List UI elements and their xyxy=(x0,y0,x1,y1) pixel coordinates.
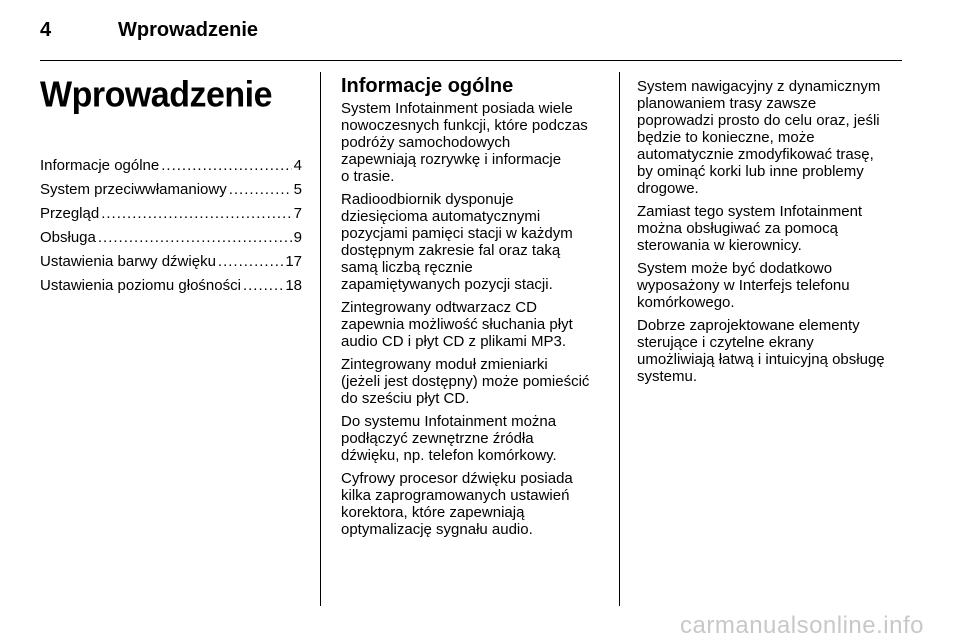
toc-page: 4 xyxy=(293,157,302,174)
running-title: Wprowadzenie xyxy=(118,19,259,41)
toc-leader xyxy=(161,154,291,178)
toc-label: Przegląd xyxy=(40,205,100,222)
body-paragraph: Cyfrowy procesor dźwięku posiada kilka zaprogramowanych ustawień korektora, które zapewniają optymalizację sygnału audio. xyxy=(341,470,573,538)
toc-page: 9 xyxy=(293,229,302,246)
toc-label: Ustawienia poziomu głośności xyxy=(40,277,241,294)
body-paragraph: Dobrze zaprojektowane elementy sterujące i czytelne ekrany umożliwiają łatwą i intuicyjną obsługę systemu. xyxy=(637,317,885,385)
body-paragraph: Zamiast tego system Infotainment można obsługiwać za pomocą sterowania w kierownicy. xyxy=(637,203,863,254)
body-paragraph: Zintegrowany odtwarzacz CD zapewnia możliwość słuchania płyt audio CD i płyt CD z plikami MP3. xyxy=(341,299,573,350)
toc-label: Obsługa xyxy=(40,229,96,246)
body-paragraph: Zintegrowany moduł zmieniarki (jeżeli jest dostępny) może pomieścić do sześciu płyt CD. xyxy=(341,356,590,407)
column-divider xyxy=(320,72,321,606)
toc-leader xyxy=(243,274,283,298)
toc-page: 18 xyxy=(285,277,302,294)
toc-label: Informacje ogólne xyxy=(40,157,160,174)
table-of-contents xyxy=(40,154,302,298)
toc-page: 17 xyxy=(285,253,302,270)
page-header xyxy=(40,18,258,42)
chapter-title: Wprowadzenie xyxy=(40,75,273,115)
toc-entry[interactable] xyxy=(40,226,302,250)
body-column-right xyxy=(637,62,905,391)
toc-label: System przeciwwłamaniowy xyxy=(40,181,227,198)
toc-leader xyxy=(229,178,292,202)
toc-column xyxy=(40,62,302,298)
toc-page: 5 xyxy=(293,181,302,198)
body-paragraph: Radioodbiornik dysponuje dziesięcioma automatycznymi pozycjami pamięci stacji w każdym dostępnym zakresie fal oraz taką samą liczbą ręcznie zapamiętywanych pozycji stacji. xyxy=(341,191,573,293)
toc-entry[interactable] xyxy=(40,202,302,226)
body-column-middle xyxy=(341,62,603,544)
watermark: carmanualsonline.info xyxy=(680,612,924,639)
toc-entry[interactable] xyxy=(40,250,302,274)
section-title: Informacje ogólne xyxy=(341,75,514,97)
toc-leader xyxy=(98,226,292,250)
page-number: 4 xyxy=(40,19,52,41)
toc-leader xyxy=(101,202,291,226)
body-paragraph: System może być dodatkowo wyposażony w Interfejs telefonu komórkowego. xyxy=(637,260,850,311)
toc-label: Ustawienia barwy dźwięku xyxy=(40,253,216,270)
body-paragraph: System Infotainment posiada wiele nowoczesnych funkcji, które podczas podróży samochodowych zapewniają rozrywkę i informacje o trasie. xyxy=(341,100,588,185)
toc-entry[interactable] xyxy=(40,178,302,202)
toc-leader xyxy=(218,250,283,274)
toc-entry[interactable] xyxy=(40,274,302,298)
toc-entry[interactable] xyxy=(40,154,302,178)
body-paragraph: Do systemu Infotainment można podłączyć zewnętrzne źródła dźwięku, np. telefon komórkowy. xyxy=(341,413,557,464)
column-divider xyxy=(619,72,620,606)
body-paragraph: System nawigacyjny z dynamicznym planowaniem trasy zawsze poprowadzi prosto do celu oraz, jeśli będzie to konieczne, może automatycznie zmodyfikować trasę, by ominąć korki lub inne problemy drogowe. xyxy=(637,78,881,197)
header-rule xyxy=(40,60,902,61)
toc-page: 7 xyxy=(293,205,302,222)
